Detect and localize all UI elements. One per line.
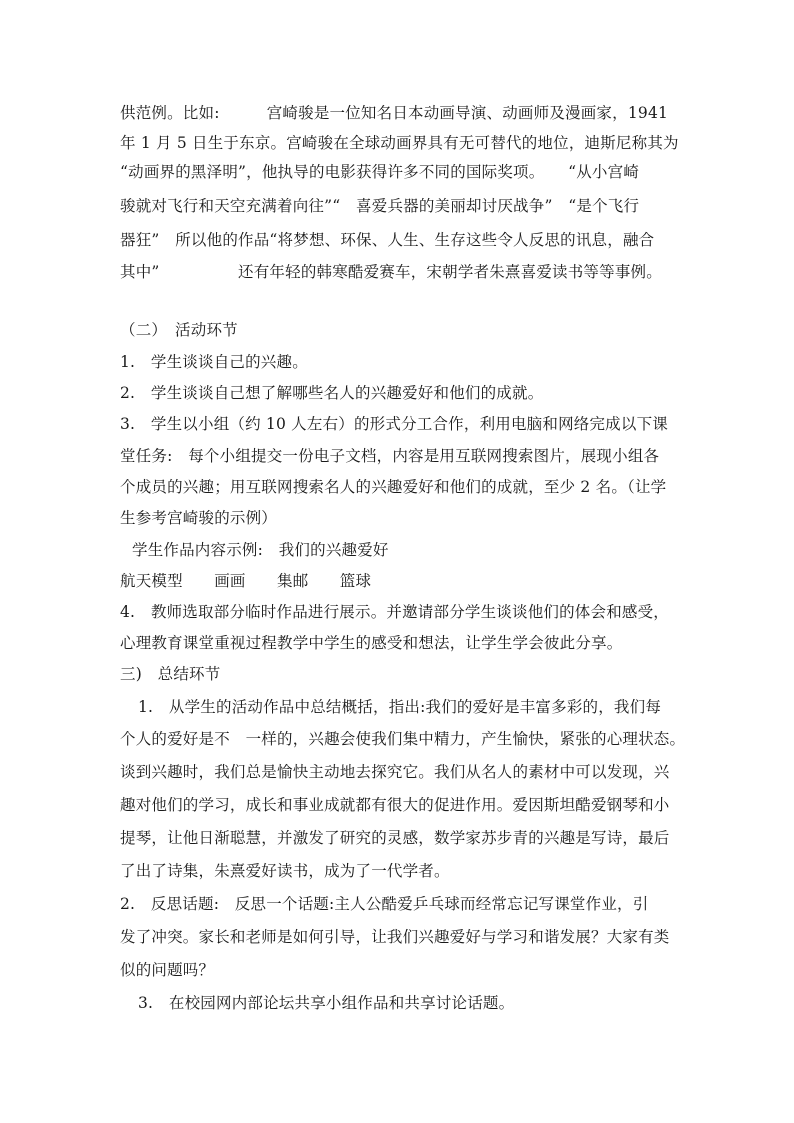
para-line-4: 骏就对飞行和天空充满着向往”“ 喜爱兵器的美丽却讨厌战争” “是个飞行: [120, 197, 640, 215]
list-item-3-line-4: 生参考宫崎骏的示例）: [120, 509, 278, 527]
para-line-3: “动画界的黑泽明”，他执导的电影获得许多不同的国际奖项。 “从小宫崎: [120, 163, 640, 181]
section-heading-activity: （二） 活动环节: [120, 321, 238, 339]
list-item-1: 1. 学生谈谈自己的兴趣。: [120, 353, 308, 371]
summary-item-1: 1. 从学生的活动作品中总结概括，指出:我们的爱好是丰富多彩的，我们每: [138, 698, 662, 716]
summary-item-1-line-2: 个人的爱好是不 一样的，兴趣会使我们集中精力，产生愉快，紧张的心理状态。: [120, 730, 686, 748]
summary-item-1-line-5: 提琴，让他日渐聪慧，并激发了研究的灵感，数学家苏步青的兴趣是写诗，最后: [120, 829, 670, 847]
example-hobbies: 航天模型 画画 集邮 篮球: [120, 572, 372, 590]
para-line-6: 其中” 还有年轻的韩寒酷爱赛车，宋朝学者朱熹喜爱读书等等事例。: [120, 263, 662, 281]
summary-item-2: 2. 反思话题: 反思一个话题:主人公酷爱乒乓球而经常忘记写课堂作业，引: [120, 895, 649, 913]
list-item-3-line-3: 个成员的兴趣；用互联网搜索名人的兴趣爱好和他们的成就，至少 2 名。（让学: [120, 478, 667, 496]
list-item-4: 4. 教师选取部分临时作品进行展示。并邀请部分学生谈谈他们的体会和感受，: [120, 603, 669, 621]
example-heading: 学生作品内容示例: 我们的兴趣爱好: [132, 541, 389, 559]
summary-item-2-line-3: 似的问题吗？: [120, 961, 215, 979]
summary-item-1-line-3: 谈到兴趣时，我们总是愉快主动地去探究它。我们从名人的素材中可以发现，兴: [120, 763, 670, 781]
section-heading-summary: 三) 总结环节: [120, 665, 221, 683]
list-item-4-line-2: 心理教育课堂重视过程教学中学生的感受和想法，让学生学会彼此分享。: [120, 634, 623, 652]
summary-item-3: 3. 在校园网内部论坛共享小组作品和共享讨论话题。: [138, 994, 515, 1012]
list-item-2: 2. 学生谈谈自己想了解哪些名人的兴趣爱好和他们的成就。: [120, 384, 544, 402]
para-line-1: 供范例。比如: 宫崎骏是一位知名日本动画导演、动画师及漫画家，1941: [120, 104, 669, 122]
summary-item-1-line-6: 了出了诗集，朱熹爱好读书，成为了一代学者。: [120, 862, 450, 880]
list-item-3-line-2: 堂任务: 每个小组提交一份电子文档，内容是用互联网搜索图片，展现小组各: [120, 447, 660, 465]
para-line-2: 年 1 月 5 日生于东京。宫崎骏在全球动画界具有无可替代的地位，迪斯尼称其为: [120, 134, 679, 152]
summary-item-1-line-4: 趣对他们的学习，成长和事业成就都有很大的促进作用。爱因斯坦酷爱钢琴和小: [120, 796, 670, 814]
summary-item-2-line-2: 发了冲突。家长和老师是如何引导，让我们兴趣爱好与学习和谐发展？大家有类: [120, 928, 670, 946]
para-line-5: 器狂” 所以他的作品“将梦想、环保、人生、生存这些令人反思的讯息，融合: [120, 231, 655, 249]
list-item-3: 3. 学生以小组（约 10 人左右）的形式分工合作，利用电脑和网络完成以下课: [120, 415, 668, 433]
